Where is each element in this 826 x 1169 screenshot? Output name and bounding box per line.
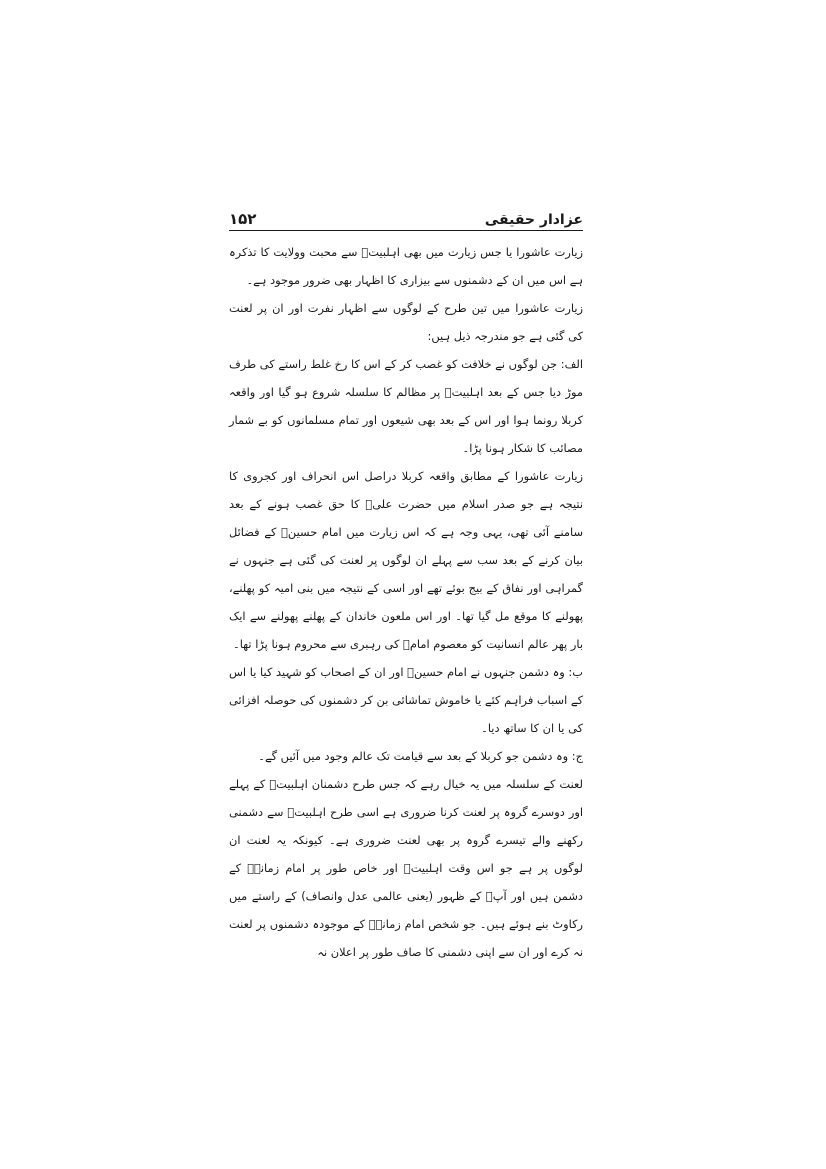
paragraph-intro: زیارت عاشورا یا جس زیارت میں بھی اہلبیتؑ سے محبت وولایت کا تذکرہ ہے اس میں ان کے دشمنوں سے بیزاری کا اظہار بھی ضرور موجود ہے۔ xyxy=(229,245,583,287)
page-header xyxy=(229,200,583,228)
running-title: عزادار حقیقی xyxy=(484,212,583,228)
paragraph-karbala: زیارت عاشورا کے مطابق واقعہ کربلا دراصل اس انحراف اور کجروی کا نتیجہ ہے جو صدر اسلام میں حضرت علیؑ کا حق غصب ہونے کے بعد سامنے آئی تھی، یہی وجہ ہے کہ اس زیارت میں امام حسینؑ کے فضائل بیان کرنے کے بعد سب سے پہلے ان لوگوں پر لعنت کی گئی ہے جنہوں نے گمراہی اور نفاق کے بیج بوئے تھے اور اسی کے نتیجہ میں بنی امیہ کو پھلنے، پھولنے کا موقع مل گیا تھا۔ اور اس ملعون خاندان کے پھلنے پھولنے سے ایک بار پھر عالم انسانیت کو معصوم امامؑ کی رہبری سے محروم ہونا پڑا تھا۔ xyxy=(229,469,583,651)
paragraph-alif: الف: جن لوگوں نے خلافت کو غصب کر کے اس کا رخ غلط راستے کی طرف موڑ دیا جس کے بعد اہلبیتؑ پر مظالم کا سلسلہ شروع ہو گیا اور واقعہ کربلا رونما ہوا اور اس کے بعد بھی شیعوں اور تمام مسلمانوں کو بے شمار مصائب کا شکار ہونا پڑا۔ xyxy=(229,357,583,455)
paragraph-three-groups: زیارت عاشورا میں تین طرح کے لوگوں سے اظہار نفرت اور ان پر لعنت کی گئی ہے جو مندرجہ ذیل ہیں: xyxy=(229,301,583,343)
page-body xyxy=(229,238,583,966)
page-number: ۱۵۲ xyxy=(229,210,257,228)
paragraph-jeem: ج: وہ دشمن جو کربلا کے بعد سے قیامت تک عالم وجود میں آئیں گے۔ xyxy=(258,749,583,763)
header-rule xyxy=(229,230,583,231)
paragraph-be: ب: وہ دشمن جنہوں نے امام حسینؑ اور ان کے اصحاب کو شہید کیا یا اس کے اسباب فراہم کئے یا خاموش تماشائی بن کر دشمنوں کی حوصلہ افزائی کی یا ان کا ساتھ دیا۔ xyxy=(229,665,583,735)
paragraph-lanat: لعنت کے سلسلہ میں یہ خیال رہے کہ جس طرح دشمنان اہلبیتؑ کے پہلے اور دوسرے گروہ پر لعنت کرنا ضروری ہے اسی طرح اہلبیتؑ سے دشمنی رکھنے والے تیسرے گروہ پر بھی لعنت ضروری ہے۔ کیونکہ یہ لعنت ان لوگوں پر ہے جو اس وقت اہلبیتؑ اور خاص طور پر امام زمانہؑ کے دشمن ہیں اور آپؑ کے ظہور (یعنی عالمی عدل وانصاف) کے راستے میں رکاوٹ بنے ہوئے ہیں۔ جو شخص امام زمانہؑ کے موجودہ دشمنوں پر لعنت نہ کرے اور ان سے اپنی دشمنی کا صاف طور پر اعلان نہ xyxy=(229,777,583,959)
